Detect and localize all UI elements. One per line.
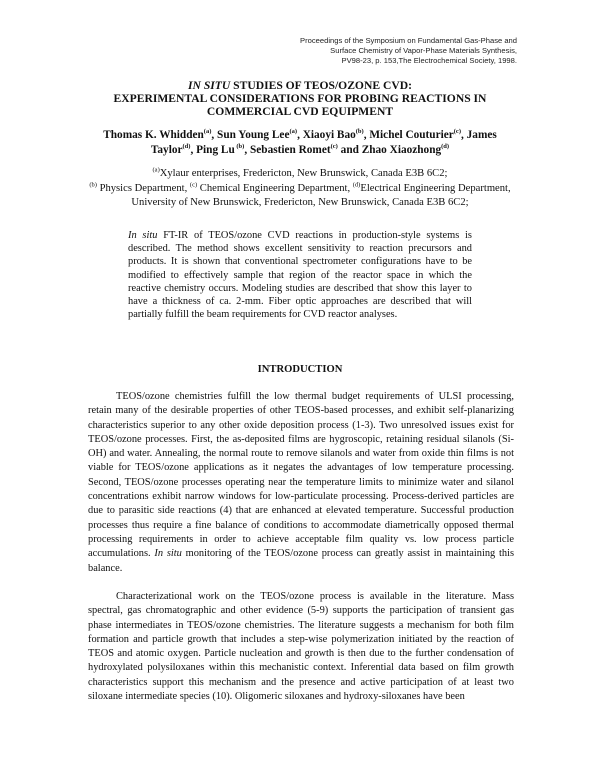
abstract-italic-lead: In situ <box>128 230 158 241</box>
author-name: Thomas K. Whidden <box>103 129 204 141</box>
title-italic: IN SITU <box>188 79 231 92</box>
affiliation-mark: (b) <box>89 180 97 188</box>
proceedings-line-2: Surface Chemistry of Vapor-Phase Materials Synthesis, <box>330 46 517 55</box>
affiliation-text: Physics Department, <box>96 182 190 194</box>
author-name: Michel Couturier <box>369 129 454 141</box>
abstract <box>128 229 472 321</box>
proceedings-citation <box>257 36 517 66</box>
introduction-paragraph-2: Characterizational work on the TEOS/ozone process is available in the literature. Mass spectral, gas chromatographic and other evidence (5-9) supports the participation of transient gas phase intermediates in TEOS/ozone chemistries. The literature suggests a mechanism for both film formation and particle growth that includes a step-wise polymerization initiated by the reaction of TEOS and atomic oxygen. Particle nucleation and growth is then due to the further condensation of hydroxylated polysiloxanes within this mechanistic context. Inferential data based on film growth characteristics support this mechanism and the presence and active participation of at least two siloxane intermediate species (10). Oligomeric siloxanes and hydroxy-siloxanes have been <box>88 591 514 703</box>
paper-title <box>80 79 520 118</box>
affiliation-mark: (a) <box>152 166 160 174</box>
affiliation-a <box>84 167 516 182</box>
affiliations <box>84 167 516 211</box>
paragraph-text: monitoring of the TEOS/ozone process can greatly assist in maintaining this balance. <box>88 548 514 574</box>
affiliation-text: Electrical Engineering Department, University of New Brunswick, Fredericton, New Brunswick, Canada E3B 6C2; <box>131 182 511 208</box>
author-name: Ping Lu <box>196 144 235 156</box>
affiliation-mark: (d) <box>352 180 361 188</box>
affiliation-mark: (c) <box>189 180 198 188</box>
author-separator: , <box>297 129 303 141</box>
paragraph-italic: In situ <box>154 548 182 560</box>
author-name: Zhao Xiaozhong <box>361 144 442 156</box>
author-name: Sun Young Lee <box>217 129 290 141</box>
author-separator: , <box>460 129 467 141</box>
author-list <box>88 128 512 158</box>
author-name: James Taylor <box>150 129 497 156</box>
section-heading-introduction: INTRODUCTION <box>257 364 343 375</box>
author-affiliation-mark: (d) <box>182 143 191 151</box>
author-name: Sebastien Romet <box>249 144 331 156</box>
title-line-3: COMMERCIAL CVD EQUIPMENT <box>206 105 394 118</box>
author-affiliation-mark: (a) <box>203 128 212 136</box>
title-line-2: EXPERIMENTAL CONSIDERATIONS FOR PROBING REACTIONS IN <box>113 92 487 105</box>
affiliation-text: Xylaur enterprises, Fredericton, New Brunswick, Canada E3B 6C2; <box>159 168 448 179</box>
author-separator: , <box>211 129 218 141</box>
paragraph-text: TEOS/ozone chemistries fulfill the low thermal budget requirements of ULSI processing, retain many of the desirable properties of other TEOS-based processes, and exhibit self-planarizing characteristics superior to any other oxide deposition process (1-3). Two unresolved issues exist for TEOS/ozone processes. First, the as-deposited films are hygroscopic, retaining residual silanols (Si-OH) and water. Annealing, the normal route to remove silanols and water from oxide thin films is not viable for TEOS/ozone applications as it negates the advantages of low temperature processing. Second, TEOS/ozone processes operating near the temperature limits to minimize water and silanol concentrations exhibit narrow windows for low-particulate processing. Process-derived particles are due to parasitic side reactions (4) that are enhanced at elevated temperature. Successful production processes thus require a fine balance of conditions to accommodate diametrically opposed thermal processing requirements in order to achieve acceptable film quality vs. low process particle accumulations. <box>88 391 514 560</box>
author-separator: and <box>337 144 362 156</box>
author-separator: , <box>190 144 197 156</box>
author-affiliation-mark: (a) <box>289 128 298 136</box>
author-affiliation-mark: (c) <box>453 128 461 136</box>
author-separator: , <box>363 129 370 141</box>
proceedings-line-1: Proceedings of the Symposium on Fundamental Gas-Phase and <box>300 36 517 45</box>
author-affiliation-mark: (d) <box>441 143 450 151</box>
author-separator: , <box>244 144 250 156</box>
introduction-paragraph-1 <box>88 390 514 576</box>
title-line-1: STUDIES OF TEOS/OZONE CVD: <box>230 79 412 92</box>
author-name: Xiaoyi Bao <box>302 129 356 141</box>
proceedings-line-3: PV98-23, p. 153,The Electrochemical Society, 1998. <box>341 56 517 65</box>
author-affiliation-mark: (b) <box>355 128 364 136</box>
author-affiliation-mark: (c) <box>330 143 338 151</box>
affiliation-text: Chemical Engineering Department, <box>197 182 353 194</box>
abstract-text: FT-IR of TEOS/ozone CVD reactions in production-style systems is described. The method shows excellent sensitivity to reaction precursors and products. It is shown that conventional spectrometer configurations have to be modified to effectively sample that region of the reactor space in which the reactive chemistry occurs. Modeling studies are described that show this layer to have a thickness of ca. 2-mm. Fiber optic approaches are described that will partially fulfill the beam requirements for CVD reactor analyses. <box>128 230 472 321</box>
affiliation-bcd <box>84 182 516 211</box>
author-affiliation-mark: (b) <box>234 143 245 151</box>
